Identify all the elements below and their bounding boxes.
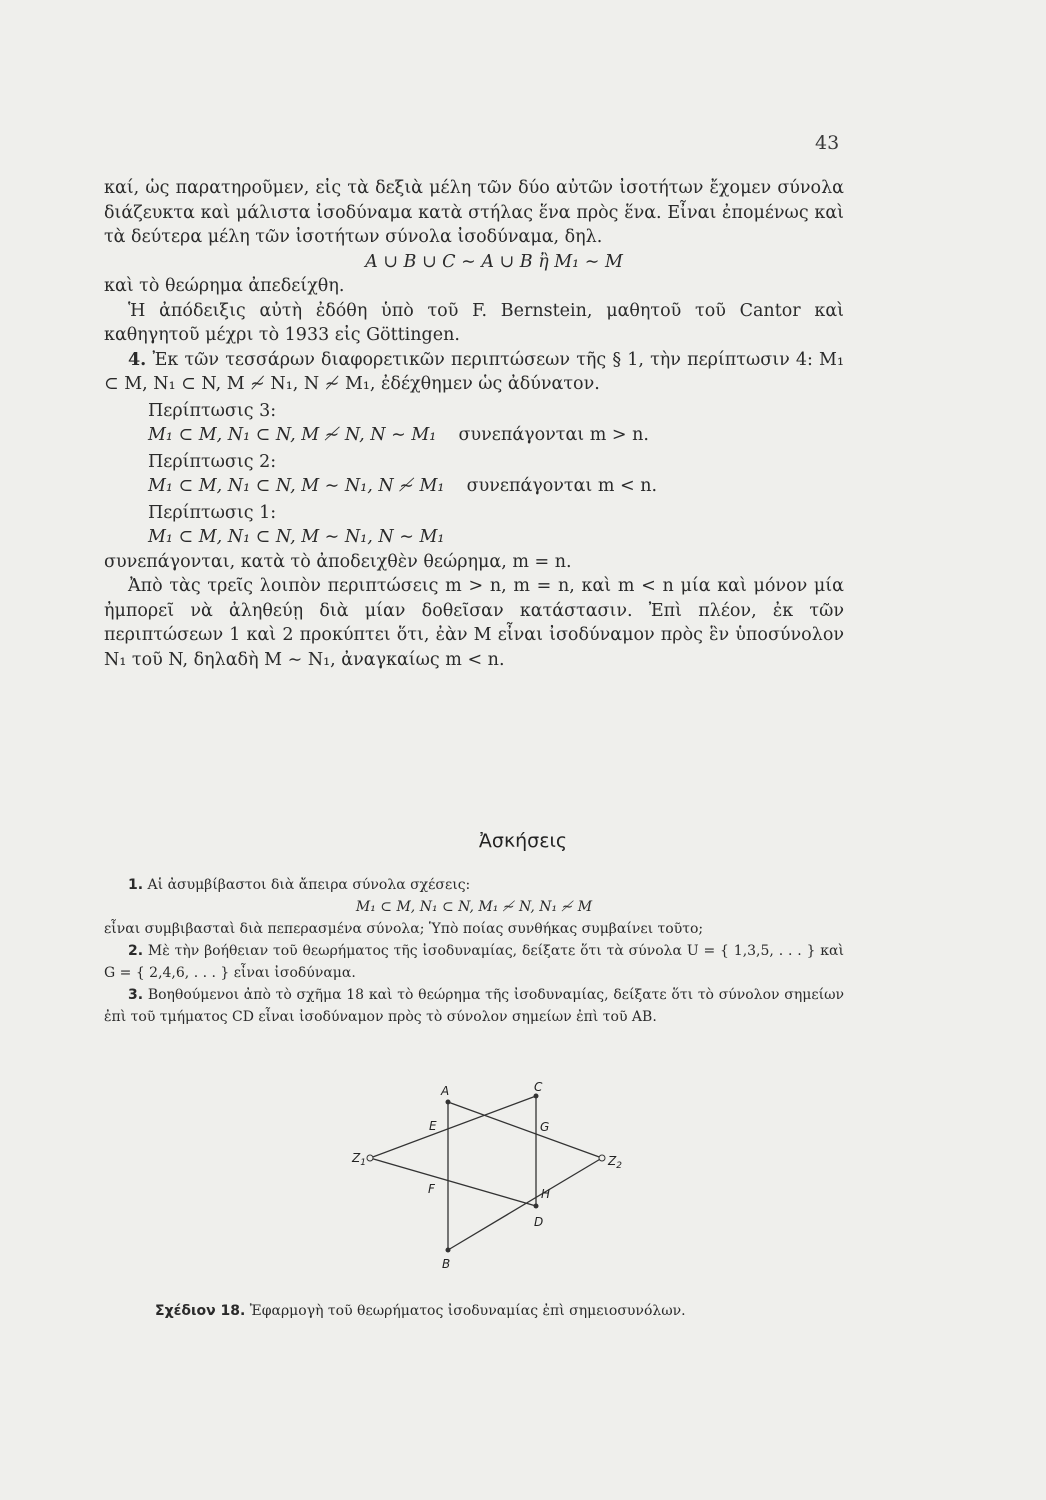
case-2-relation: [104, 474, 844, 499]
paragraph-5: συνεπάγονται, κατὰ τὸ ἀποδειχθὲν θεώρημα, m = n.: [104, 551, 572, 572]
label-a: A: [441, 1084, 450, 1098]
label-g: G: [540, 1120, 550, 1134]
exercise-3-number: 3.: [128, 987, 144, 1003]
caption-text: Ἐφαρμογὴ τοῦ θεωρήματος ἰσοδυναμίας ἐπὶ σημειοσυνόλων.: [249, 1303, 686, 1319]
case-3-relation: [104, 423, 844, 448]
case-3-label: Περίπτωσις 3:: [148, 400, 277, 421]
label-z1-sub: 1: [360, 1158, 366, 1168]
label-f: F: [428, 1182, 435, 1196]
exercise-2-text: Μὲ τὴν βοήθειαν τοῦ θεωρήματος τῆς ἰσοδυναμίας, δείξατε ὅτι τὰ σύνολα U = { 1,3,5, . . . } καὶ G = { 2,4,6, . . . } εἶναι ἰσοδύναμα.: [104, 943, 845, 981]
label-z2-letter: Z: [608, 1154, 617, 1168]
label-z2: [607, 1154, 622, 1171]
figure-18: [340, 1078, 640, 1278]
label-z1: [351, 1151, 366, 1168]
paragraph-4: [104, 348, 844, 397]
page-number: 43: [815, 132, 840, 154]
exercise-1-number: 1.: [128, 877, 144, 893]
label-h: H: [541, 1187, 551, 1201]
exercise-2: [104, 940, 844, 984]
case-3-conclusion: συνεπάγονται m > n.: [458, 425, 649, 445]
exercise-1-tail: εἶναι συμβιβασταὶ διὰ πεπερασμένα σύνολα; Ὑπὸ ποίας συνθήκας συμβαίνει τοῦτο;: [104, 921, 704, 937]
point-d: [534, 1204, 539, 1209]
label-d: D: [534, 1215, 544, 1229]
label-z1-letter: Z: [352, 1151, 361, 1165]
equation-1: A ∪ B ∪ C ∼ A ∪ B ἢ M₁ ∼ M: [365, 251, 623, 272]
case-3-math: M₁ ⊂ M, N₁ ⊂ N, M ≁ N, N ∼ M₁: [148, 425, 437, 445]
paragraph-3: Ἡ ἀπόδειξις αὐτὴ ἐδόθη ὑπὸ τοῦ F. Bernstein, μαθητοῦ τοῦ Cantor καὶ καθηγητοῦ μέχρι τὸ 1933 εἰς Göttingen.: [104, 300, 844, 345]
paragraph-6: Ἀπὸ τὰς τρεῖς λοιπὸν περιπτώσεις m > n, m = n, καὶ m < n μία καὶ μόνον μία ἠμπορεῖ νὰ ἀληθεύῃ διὰ μίαν δοθεῖσαν κατάστασιν. Ἐπὶ πλέον, ἐκ τῶν περιπτώσεων 1 καὶ 2 προκύπτει ὅτι, ἐὰν M εἶναι ἰσοδύναμον πρὸς ἓν ὑποσύνολον N₁ τοῦ N, δηλαδὴ M ∼ N₁, ἀναγκαίως m < n.: [104, 576, 844, 670]
line-z2-a: [448, 1102, 602, 1158]
point-z2: [599, 1155, 605, 1161]
paragraph-4-text: Ἐκ τῶν τεσσάρων διαφορετικῶν περιπτώσεων τῆς § 1, τὴν περίπτωσιν 4: M₁ ⊂ M, N₁ ⊂ N, M ≁ N₁, N ≁ M₁, ἐδέχθημεν ὡς ἀδύνατον.: [104, 349, 844, 394]
case-2-conclusion: συνεπάγονται m < n.: [466, 476, 658, 496]
paragraph-1: καί, ὡς παρατηροῦμεν, εἰς τὰ δεξιὰ μέλη τῶν δύο αὐτῶν ἰσοτήτων ἔχομεν σύνολα διάζευκτα καὶ μάλιστα ἰσοδύναμα κατὰ στήλας ἕνα πρὸς ἕνα. Εἶναι ἐπομένως καὶ τὰ δεύτερα μέλη τῶν ἰσοτήτων σύνολα ἰσοδύναμα, δηλ.: [104, 178, 844, 247]
case-2-label: Περίπτωσις 2:: [148, 451, 277, 472]
label-c: C: [534, 1080, 543, 1094]
label-b: B: [442, 1257, 451, 1271]
exercise-1: [104, 874, 844, 896]
point-a: [446, 1100, 451, 1105]
exercise-2-number: 2.: [128, 943, 144, 959]
case-1-label: Περίπτωσις 1:: [148, 502, 277, 523]
exercise-3: [104, 984, 844, 1028]
line-z1-d: [370, 1158, 536, 1206]
exercises-list: [104, 874, 844, 1028]
label-e: E: [429, 1119, 437, 1133]
exercise-1-text: Αἱ ἀσυμβίβαστοι διὰ ἄπειρα σύνολα σχέσεις:: [147, 877, 471, 893]
paragraph-2: καὶ τὸ θεώρημα ἀπεδείχθη.: [104, 276, 345, 296]
exercise-3-text: Βοηθούμενοι ἀπὸ τὸ σχῆμα 18 καὶ τὸ θεώρημα τῆς ἰσοδυναμίας, δείξατε ὅτι τὸ σύνολον σημείων ἐπὶ τοῦ τμήματος CD εἶναι ἰσοδύναμον πρὸς τὸ σύνολον σημείων ἐπὶ τοῦ AB.: [104, 987, 844, 1025]
point-z1: [367, 1155, 373, 1161]
point-c: [534, 1094, 539, 1099]
caption-label: Σχέδιον 18.: [155, 1303, 246, 1319]
exercises-heading: Ἀσκήσεις: [478, 830, 568, 852]
main-text: [104, 176, 844, 672]
exercise-1-relation: M₁ ⊂ M, N₁ ⊂ N, M₁ ≁ N, N₁ ≁ M: [355, 899, 593, 915]
section-number: 4.: [128, 349, 147, 370]
figure-caption: [155, 1303, 855, 1319]
point-b: [446, 1248, 451, 1253]
case-2-math: M₁ ⊂ M, N₁ ⊂ N, M ∼ N₁, N ≁ M₁: [148, 476, 445, 496]
line-z2-b: [448, 1158, 602, 1250]
case-1-relation: M₁ ⊂ M, N₁ ⊂ N, M ∼ N₁, N ∼ M₁: [148, 527, 445, 547]
line-z1-c: [370, 1096, 536, 1158]
label-z2-sub: 2: [616, 1161, 622, 1171]
